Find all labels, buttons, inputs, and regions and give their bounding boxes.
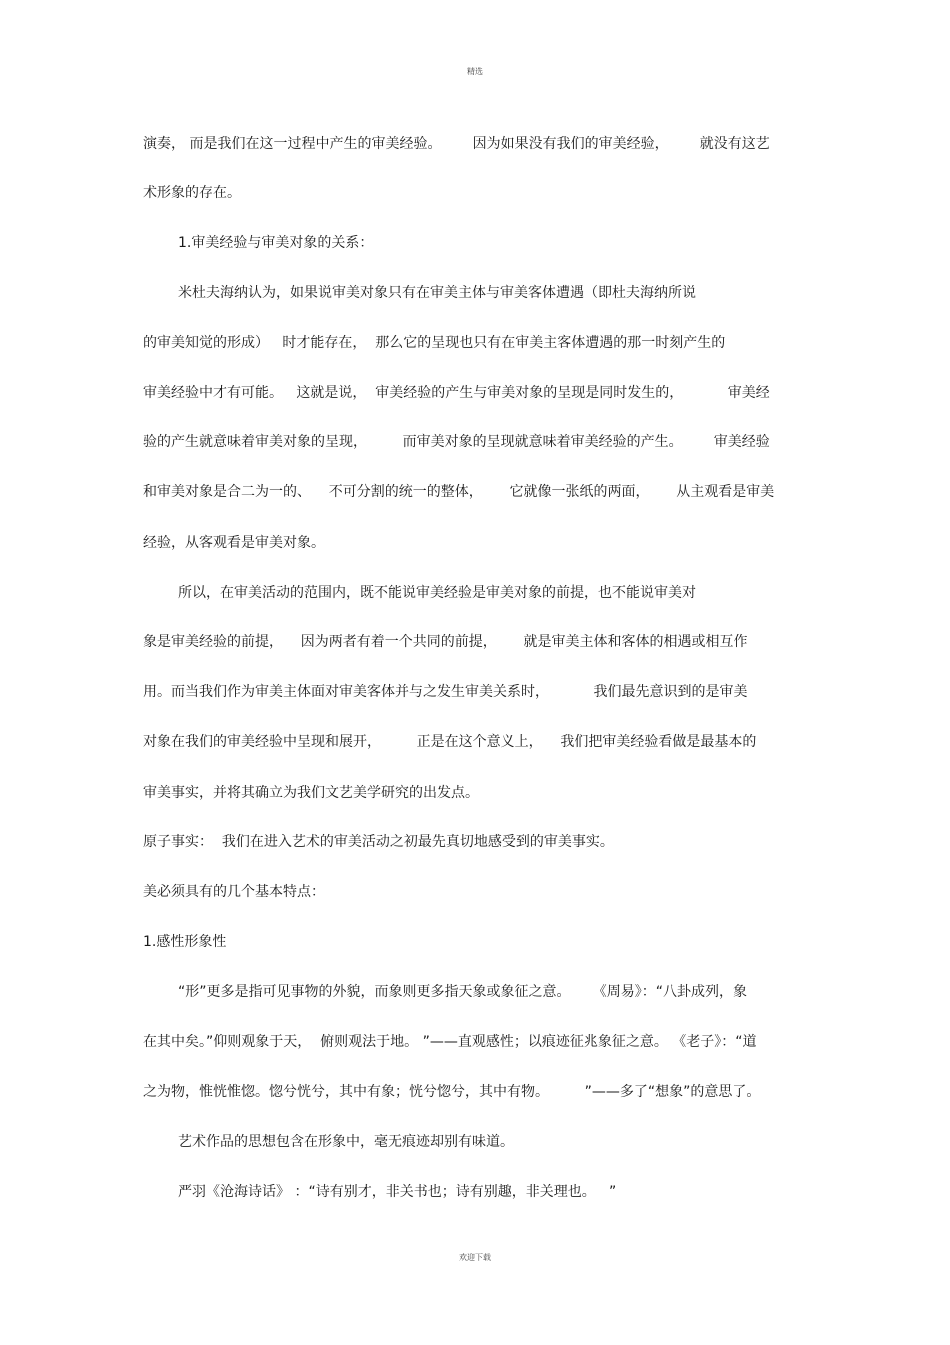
text-line: 经验，从客观看是审美对象。 <box>143 535 325 551</box>
text-line: 术形象的存在。 <box>143 185 241 201</box>
text-line: 用。而当我们作为审美主体面对审美客体并与之发生审美关系时， 我们最先意识到的是审美 <box>143 684 748 700</box>
section-heading: 1.审美经验与审美对象的关系： <box>178 235 374 251</box>
text-line: 审美事实，并将其确立为我们文艺美学研究的出发点。 <box>143 785 479 801</box>
text-line: 的审美知觉的形成） 时才能存在， 那么它的呈现也只有在审美主客体遭遇的那一时刻产生的 <box>143 335 726 351</box>
text-line: 验的产生就意味着审美对象的呈现， 而审美对象的呈现就意味着审美经验的产生。 审美经验 <box>143 434 770 450</box>
section-heading: 1.感性形象性 <box>143 934 227 950</box>
text-line: 米杜夫海纳认为，如果说审美对象只有在审美主体与审美客体遭遇（即杜夫海纳所说 <box>178 285 696 301</box>
text-line: 和审美对象是合二为一的、 不可分割的统一的整体， 它就像一张纸的两面， 从主观看是审美 <box>143 484 775 500</box>
text-line: 所以，在审美活动的范围内，既不能说审美经验是审美对象的前提，也不能说审美对 <box>178 585 696 601</box>
quotation-line: 严羽《沧海诗话》 ：“诗有别才，非关书也；诗有别趣，非关理也。 ” <box>178 1184 617 1200</box>
definition-line: 原子事实： 我们在进入艺术的审美活动之初最先真切地感受到的审美事实。 <box>143 834 614 850</box>
text-line: 对象在我们的审美经验中呈现和展开， 正是在这个意义上， 我们把审美经验看做是最基本的 <box>143 734 757 750</box>
text-line: 审美经验中才有可能。 这就是说， 审美经验的产生与审美对象的呈现是同时发生的， 审美经 <box>143 385 770 401</box>
text-line: 演奏， 而是我们在这一过程中产生的审美经验。 因为如果没有我们的审美经验， 就没有这艺 <box>143 136 770 152</box>
text-line: “形”更多是指可见事物的外貌，而象则更多指天象或象征之意。 《周易》：“八卦成列，象 <box>178 984 748 1000</box>
section-heading: 美必须具有的几个基本特点： <box>143 884 325 900</box>
text-line: 象是审美经验的前提， 因为两者有着一个共同的前提， 就是审美主体和客体的相遇或相互作 <box>143 634 748 650</box>
page-footer: 欢迎下载 <box>459 1253 491 1262</box>
text-line: 在其中矣。”仰则观象于天， 俯则观法于地。 ”——直观感性；以痕迹征兆象征之意。 《老子》：“道 <box>143 1034 757 1050</box>
text-line: 艺术作品的思想包含在形象中，毫无痕迹却别有味道。 <box>178 1134 514 1150</box>
text-line: 之为物，惟恍惟惚。惚兮恍兮，其中有象；恍兮惚兮，其中有物。 ”——多了“想象”的意思了。 <box>143 1084 761 1100</box>
page-header: 精选 <box>467 67 483 76</box>
